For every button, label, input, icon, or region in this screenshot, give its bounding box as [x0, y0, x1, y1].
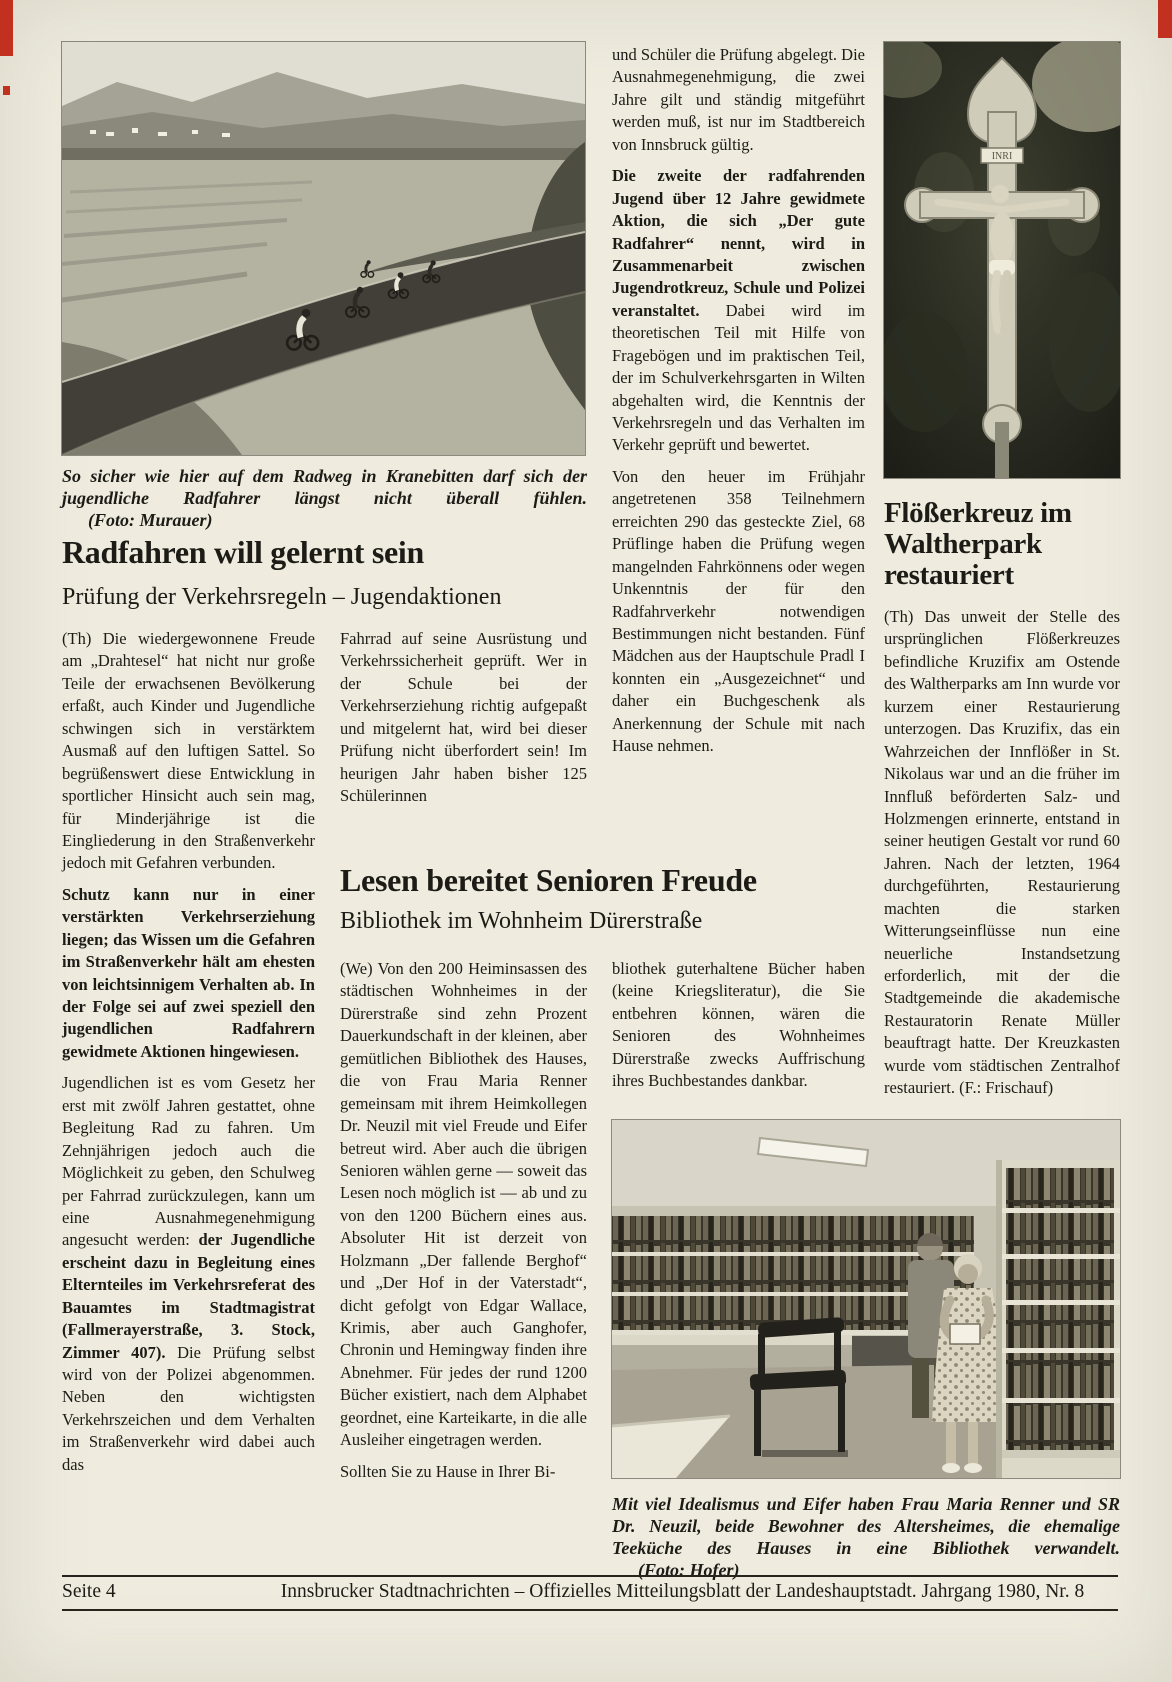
radfahren-column-2: [340, 628, 587, 808]
paragraph: [612, 165, 865, 457]
paragraph: [884, 606, 1120, 1100]
text-run: Die Prüfung selbst wird von der Polizei abgenommen. Neben den wichtigsten Verkehrszeichen und dem Verhalten im Straßenverkehr wird dabei auch das: [62, 1342, 315, 1474]
text-run: Dabei wird im theoretischen Teil mit Hilfe von Fragebögen und im praktischen Teil, der im Schulverkehrsgarten in Wilten abgehalten wird, die Kenntnis der Verkehrsregeln und das Verhalten im Verkehr geprüft und bewertet.: [612, 300, 865, 455]
paragraph: Fahrrad auf seine Ausrüstung und Verkehrssicherheit geprüft. Wer in der Schule bei der Verkehrserziehung richtig aufgepaßt und mitgelernt hat, wird bei dieser Prüfung nicht überfordert sein! Im heurigen Jahr haben bisher 125 Schülerinnen: [340, 629, 587, 806]
text-run-bold: der Jugendliche erscheint dazu in Begleitung eines Elternteiles im Verkehrsreferat des Bauamtes im Stadtmagistrat (Fallmerayerstraße, 3. Stock, Zimmer 407).: [62, 1230, 315, 1362]
bookshelf: [996, 1160, 1120, 1478]
radweg-photo: [62, 42, 585, 455]
senioren-subhead: Bibliothek im Wohnheim Dürerstraße: [340, 908, 703, 934]
inri-plaque: INRI: [991, 151, 1013, 162]
paragraph-bold: Schutz kann nur in einer verstärkten Verkehrserziehung liegen; das Wissen um die Gefahren im Straßenverkehr hält am ehesten von leichtsinnigem Verhalten ab. In der Folge sei auf zwei speziell den jugendlichen Radfahrern gewidmete Aktionen hingewiesen.: [62, 884, 315, 1061]
paragraph: Von den heuer im Frühjahr angetretenen 358 Teilnehmern erreichten 290 das gesteckte Ziel, 68 Prüflinge haben die Prüfung wegen mangelnden Fahrkönnens oder wegen Unkenntnis der für den Radfahrverkehr notwendigen Bestimmungen nicht bestanden. Fünf Mädchen aus der Hauptschule Pradl I konnten ein „Ausgezeichnet“ und daher ein Buchgeschenk als Anerkennung der Schule mit nach Hause nehmen.: [612, 466, 865, 756]
radweg-photo-illustration: [62, 42, 585, 455]
paragraph: und Schüler die Prüfung abgelegt. Die Ausnahmegenehmigung, die zwei Jahre gilt und ständig mitgeführt werden muß, ist nur im Stadtbereich von Innsbruck gültig.: [612, 45, 865, 154]
radfahren-column-1: [62, 628, 315, 1476]
senioren-headline: Lesen bereitet Senioren Freude: [340, 862, 757, 898]
text-run: (Th) Das unweit der Stelle des ursprünglichen Flößerkreuzes befindliche Kruzifix am Ostende des Waltherparks am Inn wurde vor kurzem einer Restaurierung unterzogen. Das Kruzifix, das ein Wahrzeichen der Innflößer in St. Nikolaus war und an die früher im Innfluß beförderten Salz- und Holzmengen erinnerte, entstand in seiner heutigen Gestalt vor rund 60 Jahren. Nach der letzten, 1964 durchgeführten, Restaurierung machten die starken Witterungseinflüsse nun eine neuerliche Instandsetzung erforderlich, mit der die Stadtgemeinde die akademische Restauratorin Renate Müller beauftragt hatte. Der Kreuzkasten wurde vom städtischen Zentralhof restauriert.: [884, 607, 1120, 1098]
paragraph: (We) Von den 200 Heiminsassen des städtischen Wohnheimes in der Dürerstraße sind zehn Prozent Dauerkundschaft in der kleinen, aber gemütlichen Bibliothek des Hauses, die von Frau Maria Renner gemeinsam mit ihrem Heimkollegen Dr. Neuzil mit viel Freude und Eifer betreut wird. Aber auch die übrigen Senioren wählen gerne — soweit das Lesen noch möglich ist — ab und zu von den 1200 Büchern eines aus. Absoluter Hit ist derzeit von Holzmann „Der fallende Berghof“ und „Der Hof in der Vaterstadt“, dicht gefolgt von Edgar Wallace, Krimis, aber auch Ganghofer, Chronin und Hemingway finden ihre Abnehmer. Für jedes der rund 1200 Bücher existiert, nach dem Alphabet geordnet, eine Karteikarte, in die alle Ausleiher eingetragen werden.: [340, 959, 587, 1450]
crop-mark-dot: [3, 86, 10, 95]
paragraph: [62, 1072, 315, 1476]
radweg-photo-caption: [62, 466, 587, 532]
paragraph: Sollten Sie zu Hause in Ihrer Bi-: [340, 1461, 556, 1481]
photo-credit: (Foto: Murauer): [88, 509, 213, 530]
crucifix-photo-illustration: [884, 42, 1120, 478]
caption-text: Mit viel Idealismus und Eifer haben Frau Maria Renner und SR Dr. Neuzil, beide Bewohner des Altersheimes, die ehemalige Teeküche des Hauses in eine Bibliothek verwandelt.: [612, 1494, 1120, 1558]
caption-text: So sicher wie hier auf dem Radweg in Kranebitten darf sich der jugendliche Radfahrer längst nicht überall fühlen.: [62, 466, 587, 508]
page-footer: [62, 1575, 1118, 1611]
floesserkreuz-column: [884, 606, 1120, 1100]
paragraph: bliothek guterhaltene Bücher haben (keine Kriegsliteratur), die Sie entbehren können, wären die Senioren des Wohnheimes Dürerstraße zwecks Auffrischung ihres Buchbestandes dankbar.: [612, 959, 865, 1091]
photo-credit: (Foto: Hofer): [638, 1559, 740, 1580]
radfahren-subhead: Prüfung der Verkehrsregeln – Jugendaktionen: [62, 584, 502, 610]
radfahren-column-3: [612, 44, 865, 758]
crucifix-photo: [884, 42, 1120, 478]
photo-credit: (F.: Frischauf): [959, 1078, 1054, 1098]
radfahren-headline: Radfahren will gelernt sein: [62, 534, 424, 570]
senioren-column-1: [340, 958, 587, 1483]
library-photo-caption: [612, 1494, 1120, 1582]
crop-mark-top-left: [0, 0, 13, 56]
library-photo-illustration: [612, 1120, 1120, 1478]
library-photo: [612, 1120, 1120, 1478]
page-number: Seite 4: [62, 1581, 116, 1602]
text-run-bold: Die zweite der radfahrenden Jugend über 12 Jahre gewidmete Aktion, die sich „Der gute Radfahrer“ nennt, wird in Zusammenarbeit zwischen Jugendrotkreuz, Schule und Polizei veranstaltet.: [612, 166, 865, 320]
senioren-column-2: [612, 958, 865, 1093]
text-run: Jugendlichen ist es vom Gesetz her erst mit zwölf Jahren gestattet, ohne Begleitung Rad zu fahren. Um Zehnjährigen jedoch auch die Möglichkeit zu geben, den Schulweg per Fahrrad zurückzulegen, kann um eine Ausnahmegenehmigung angesucht werden:: [62, 1073, 315, 1250]
paragraph: (Th) Die wiedergewonnene Freude am „Drahtesel“ hat nicht nur große Teile der erwachsenen Bevölkerung erfaßt, auch Kinder und Jugendliche schwingen sich in verstärktem Ausmaß auf den luftigen Sattel. So begrüßenswert diese Entwicklung in sportlicher Hinsicht auch sein mag, für Minderjährige ist die Eingliederung in den Straßenverkehr jedoch mit Gefahren verbunden.: [62, 629, 315, 873]
crop-mark-top-right: [1158, 0, 1172, 38]
floesserkreuz-headline: Flößerkreuz im Waltherpark restauriert: [884, 497, 1072, 592]
masthead-line: Innsbrucker Stadtnachrichten – Offizielles Mitteilungsblatt der Landeshauptstadt. Jahrgang 1980, Nr. 8: [280, 1581, 1085, 1602]
